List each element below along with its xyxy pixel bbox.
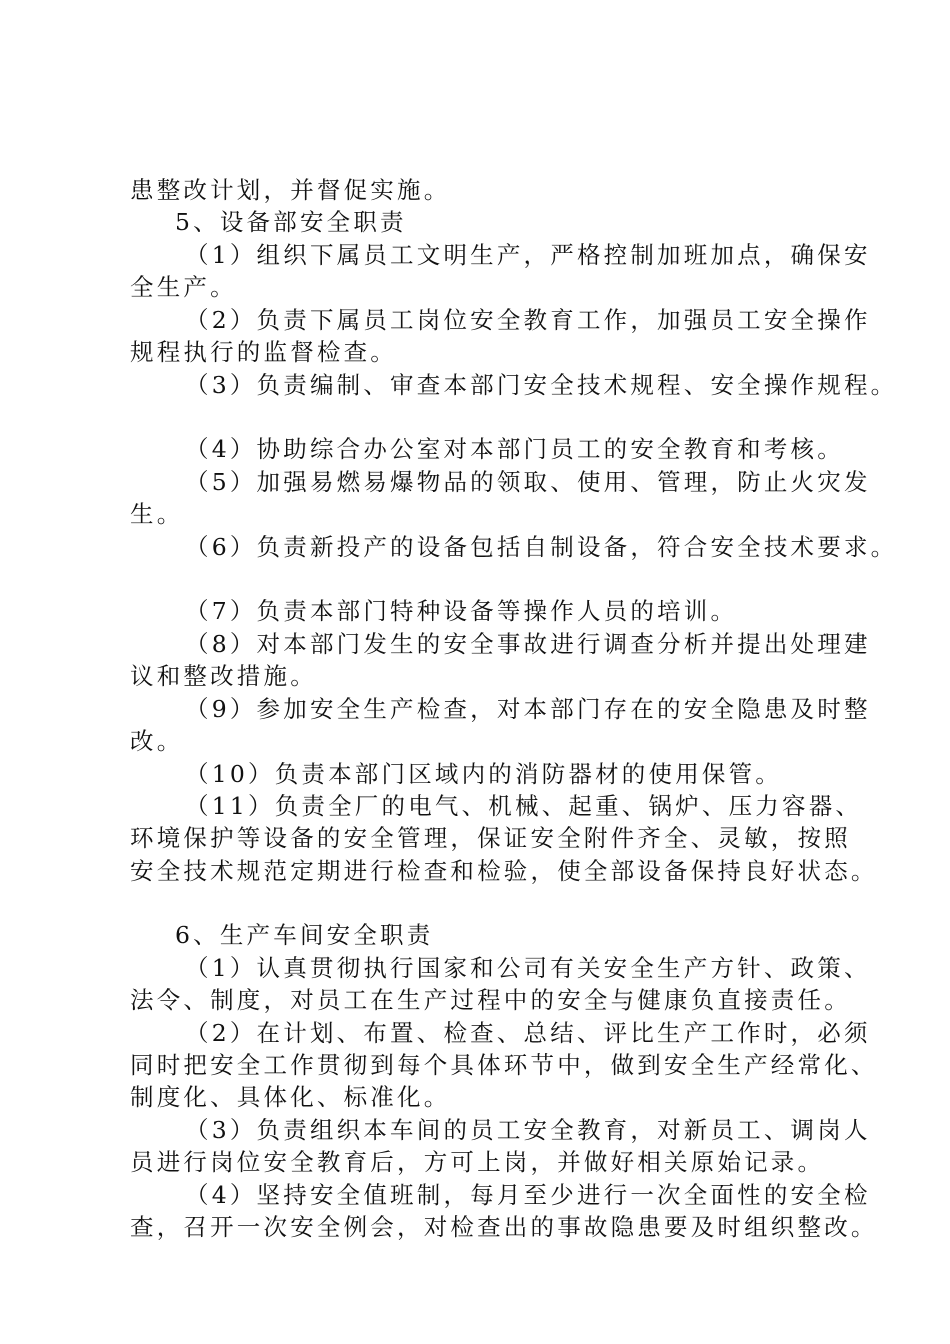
- text-line-8: （4）协助综合办公室对本部门员工的安全教育和考核。: [185, 435, 844, 463]
- text-line-7: （3）负责编制、审查本部门安全技术规程、安全操作规程。: [185, 371, 898, 399]
- section-heading-6: 6、生产车间安全职责: [175, 921, 434, 949]
- text-line-5: （2）负责下属员工岗位安全教育工作，加强员工安全操作: [185, 306, 871, 334]
- text-line-10: 生。: [130, 500, 184, 528]
- text-line-19: 环境保护等设备的安全管理，保证安全附件齐全、灵敏，按照: [130, 824, 851, 852]
- section-heading-5: 5、设备部安全职责: [175, 208, 407, 236]
- text-line-27: （3）负责组织本车间的员工安全教育，对新员工、调岗人: [185, 1116, 871, 1144]
- text-line-20: 安全技术规范定期进行检查和检验，使全部设备保持良好状态。: [130, 857, 878, 885]
- text-line-11: （6）负责新投产的设备包括自制设备，符合安全技术要求。: [185, 533, 898, 561]
- text-line-18: （11）负责全厂的电气、机械、起重、锅炉、压力容器、: [185, 792, 863, 820]
- text-line-26: 制度化、具体化、标准化。: [130, 1083, 451, 1111]
- text-line-28: 员进行岗位安全教育后，方可上岗，并做好相关原始记录。: [130, 1148, 825, 1176]
- text-line-14: 议和整改措施。: [130, 662, 317, 690]
- text-line-1: 患整改计划，并督促实施。: [130, 176, 451, 204]
- text-line-24: （2）在计划、布置、检查、总结、评比生产工作时，必须: [185, 1019, 871, 1047]
- text-line-23: 法令、制度，对员工在生产过程中的安全与健康负直接责任。: [130, 986, 851, 1014]
- text-line-30: 查，召开一次安全例会，对检查出的事故隐患要及时组织整改。: [130, 1213, 878, 1241]
- text-line-13: （8）对本部门发生的安全事故进行调查分析并提出处理建: [185, 630, 871, 658]
- text-line-9: （5）加强易燃易爆物品的领取、使用、管理，防止火灾发: [185, 468, 871, 496]
- text-line-17: （10）负责本部门区域内的消防器材的使用保管。: [185, 760, 783, 788]
- text-line-12: （7）负责本部门特种设备等操作人员的培训。: [185, 597, 738, 625]
- text-line-22: （1）认真贯彻执行国家和公司有关安全生产方针、政策、: [185, 954, 871, 982]
- text-line-15: （9）参加安全生产检查，对本部门存在的安全隐患及时整: [185, 695, 871, 723]
- text-line-4: 全生产。: [130, 273, 237, 301]
- text-line-16: 改。: [130, 727, 184, 755]
- text-line-25: 同时把安全工作贯彻到每个具体环节中，做到安全生产经常化、: [130, 1051, 878, 1079]
- text-line-6: 规程执行的监督检查。: [130, 338, 397, 366]
- text-line-3: （1）组织下属员工文明生产，严格控制加班加点，确保安: [185, 241, 871, 269]
- text-line-29: （4）坚持安全值班制，每月至少进行一次全面性的安全检: [185, 1181, 871, 1209]
